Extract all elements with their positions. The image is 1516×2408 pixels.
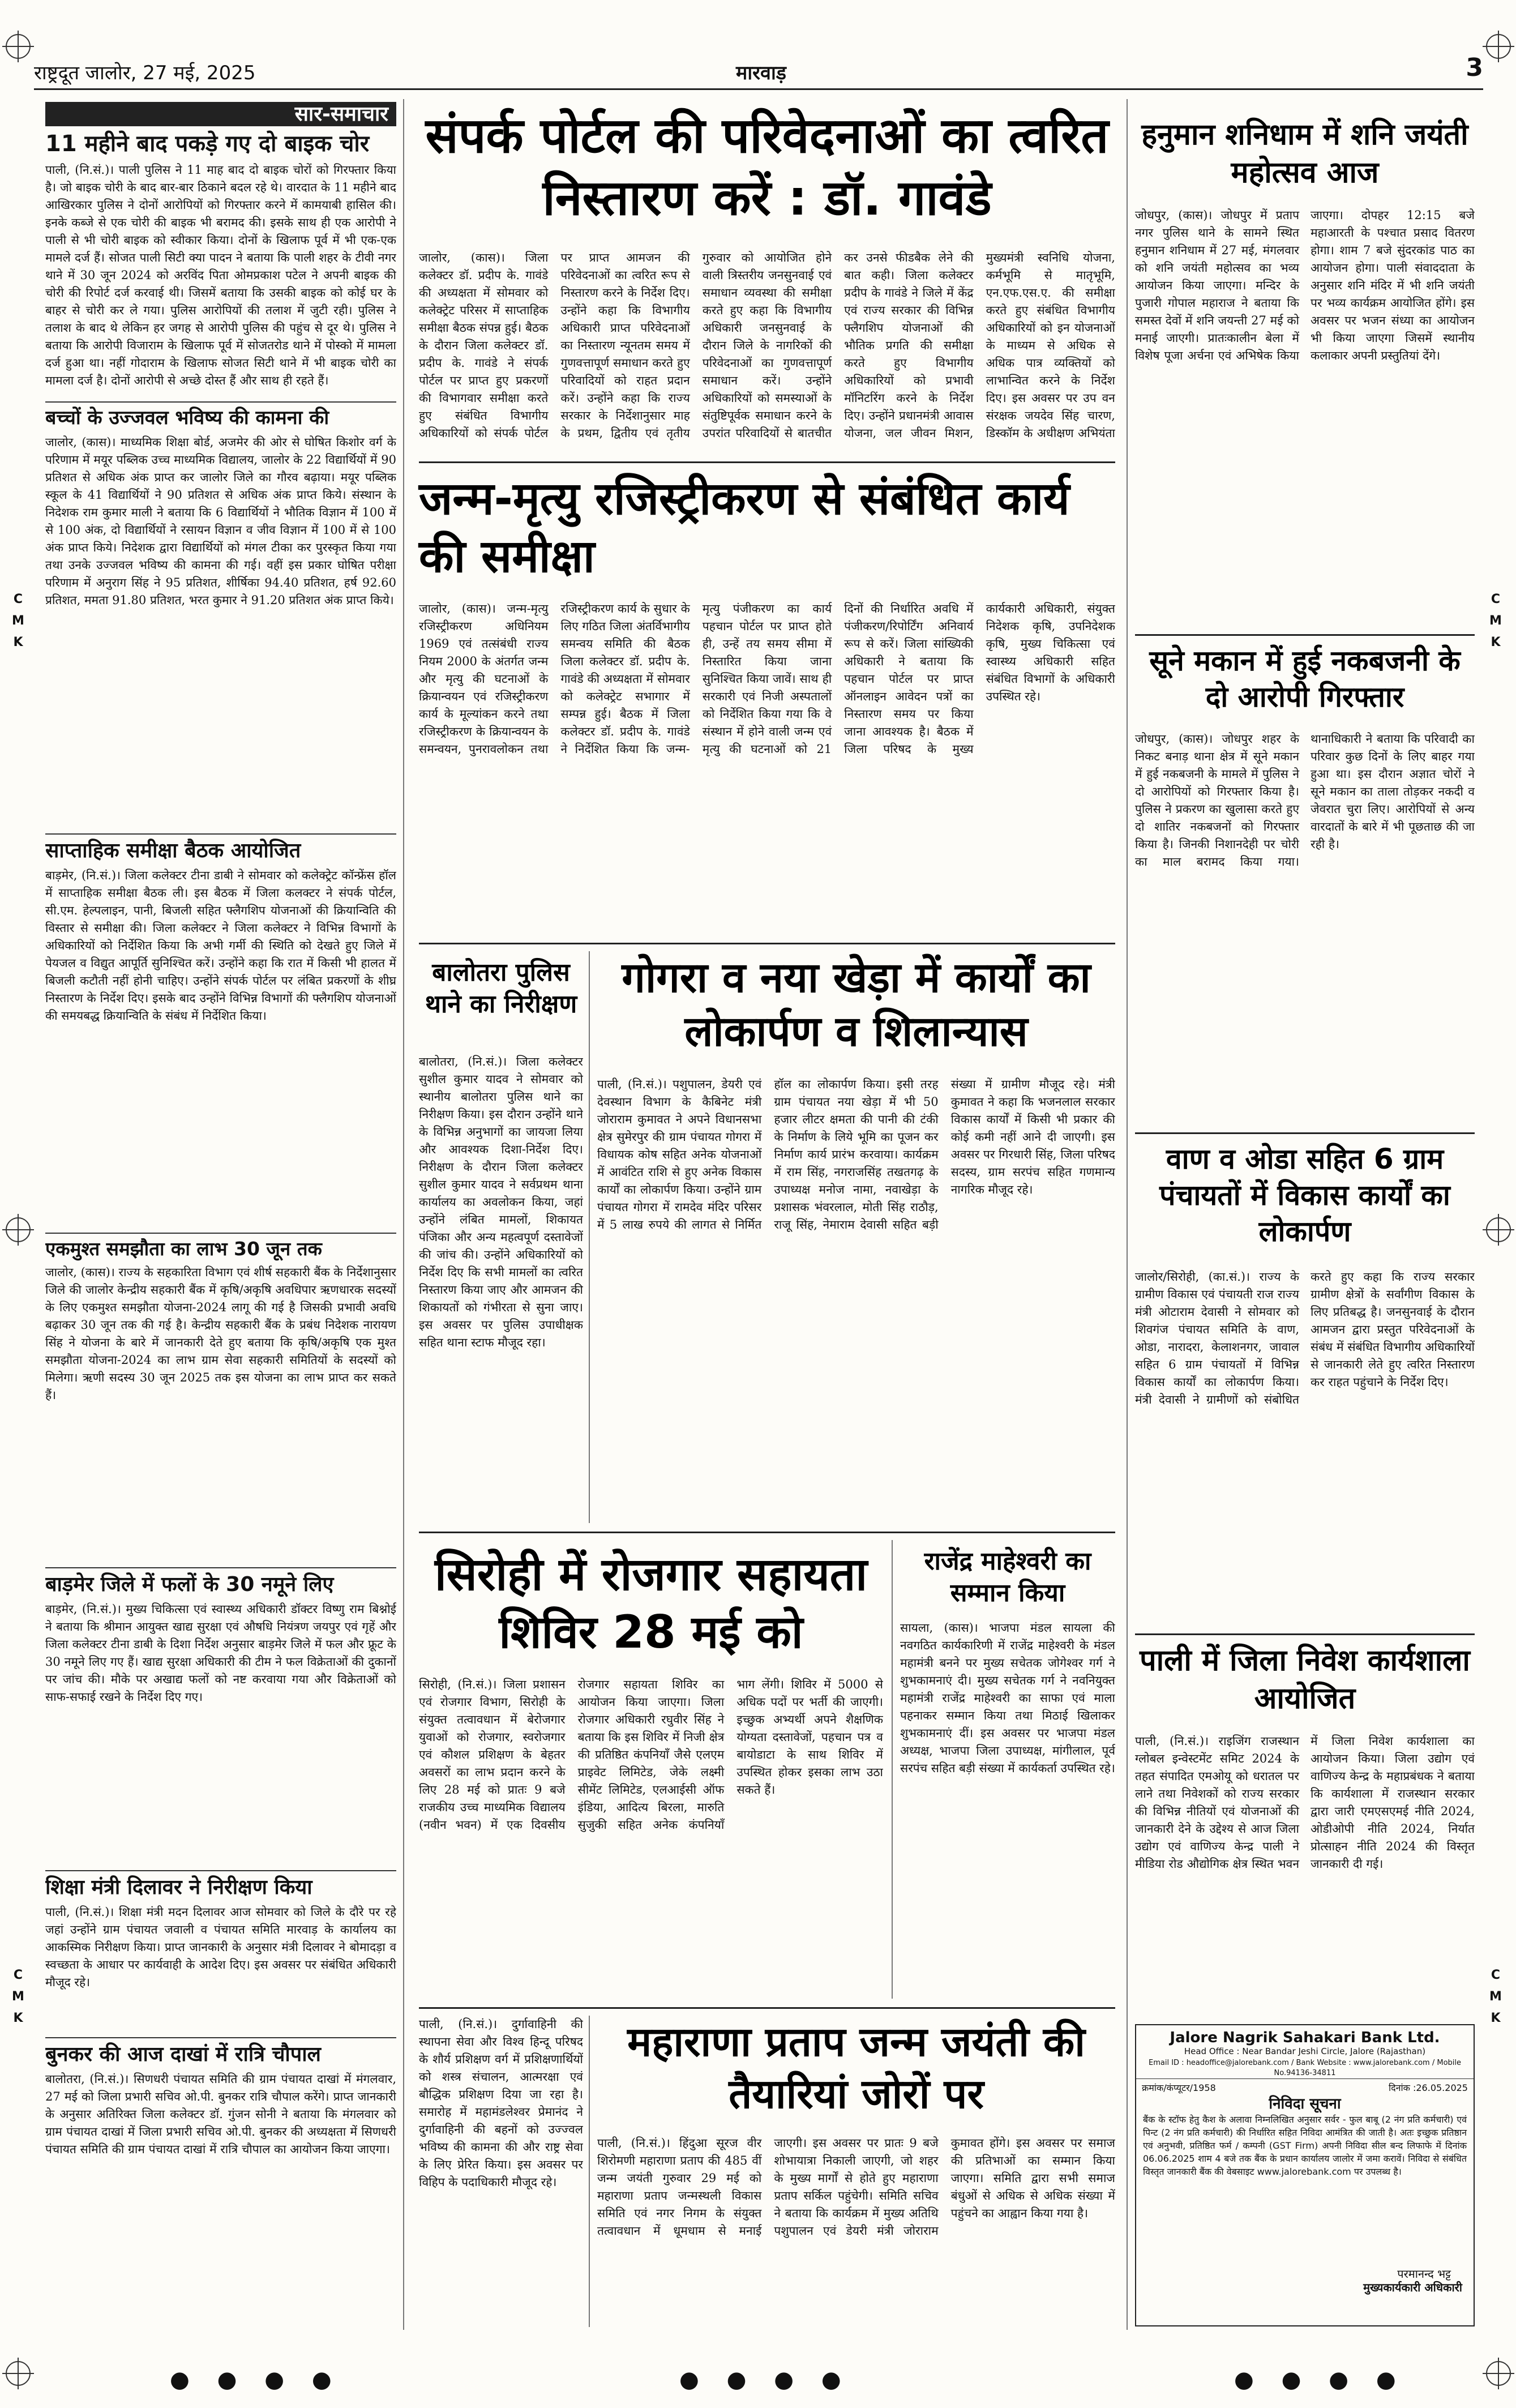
color-bar-cmk: C M K (1489, 592, 1502, 649)
article-body: पाली, (नि.सं.)। पशुपालन, डेयरी एवं देवस्थान विभाग के कैबिनेट मंत्री जोराराम कुमावत ने अपने विधानसभा क्षेत्र सुमेरपुर की ग्राम पंचायत गोगरा में विधायक कोष सहित अनेक योजनाओं में आवंटित राशि से हुए अनेक विकास कार्यों का लोकार्पण किया। उन्होंने ग्राम पंचायत गोगरा में रामदेव मंदिर परिसर में 5 लाख रुपये की लागत से निर्मित हॉल का लोकार्पण किया। इसी तरह ग्राम पंचायत नया खेड़ा में भी 50 हजार लीटर क्षमता की पानी की टंकी के निर्माण के लिये भूमि का पूजन कर निर्माण कार्य प्रारंभ करवाया। कार्यक्रम में राम सिंह, नगराजसिंह तखतगढ़ के उपाध्यक्ष मनोज नामा, नवाखेड़ा के प्रशासक भंवरलाल, मोती सिंह राठौड़, राजू सिंह, नेमाराम देवासी सहित बड़ी संख्या में ग्रामीण मौजूद रहे। मंत्री कुमावत ने कहा कि भजनलाल सरकार विकास कार्यों में किसी भी प्रकार की कोई कमी नहीं आने दी जाएगी। इस अवसर पर गिरधारी सिंह, जिला परिषद सदस्य, ग्राम सरपंच सहित गणमान्य नागरिक मौजूद रहे। (597, 1077, 1115, 1231)
article-body: सिरोही, (नि.सं.)। जिला प्रशासन एवं रोजगार विभाग, सिरोही के संयुक्त तत्वावधान में बेरोजगार युवाओं को रोजगार, स्वरोजगार एवं कौशल प्रशिक्षण के बेहतर अवसरों का लाभ प्रदान करने के लिए 28 मई को प्रातः 9 बजे राजकीय उच्च माध्यमिक विद्यालय (नवीन भवन) में एक दिवसीय रोजगार सहायता शिविर का आयोजन किया जाएगा। जिला रोजगार अधिकारी रघुवीर सिंह ने बताया कि इस शिविर में निजी क्षेत्र की प्रतिष्ठित कंपनियाँ जैसे एलएम प्राइवेट लिमिटेड, जेके लक्ष्मी सीमेंट लिमिटेड, एलआईसी ऑफ इंडिया, आदित्य बिरला, मारुति सुजुकी सहित अनेक कंपनियाँ भाग लेंगी। शिविर में 5000 से अधिक पदों पर भर्ती की जाएगी। इच्छुक अभ्यर्थी अपने शैक्षणिक योग्यता दस्तावेजों, पहचान पत्र व बायोडाटा के साथ शिविर में उपस्थित होकर इसका लाभ उठा सकते हैं। (419, 1678, 883, 1832)
tender-notice (1135, 2024, 1475, 2326)
registration-mark-icon (1486, 2361, 1511, 2386)
article-body: बाड़मेर, (नि.सं.)। जिला कलेक्टर टीना डाबी ने सोमवार को कलेक्ट्रेट कॉन्फ्रेंस हॉल में साप्ताहिक समीक्षा बैठक ली। इस बैठक में जिला कलक्टर ने संपर्क पोर्टल, सी.एम. हेल्पलाइन, पानी, बिजली सहित फ्लैगशिप योजनाओं की क्रियान्विति की विस्तार से समीक्षा की। जिला कलेक्टर ने जिला कलेक्टर ने विभिन्न विभागों के अधिकारियों को निर्देशित किया कि अभी गर्मी की स्थिति को देखते हुए जिले में पेयजल व विद्युत आपूर्ति सुनिश्चित करें। उन्होंने कहा कि रात में किसी भी हालत में बिजली कटौती नहीं होनी चाहिए। उन्होंने संपर्क पोर्टल पर लंबित प्रकरणों के शीघ्र निस्तारण के निर्देश दिए। इसके बाद उन्होंने विभिन्न विभागों की फ्लैगशिप योजनाओं की समयबद्ध क्रियान्विति के संबंध में निर्देशित किया। (45, 868, 396, 1023)
registration-mark-icon (1486, 1217, 1511, 1242)
article-body: जोधपुर, (कास)। जोधपुर में प्रताप नगर पुलिस थाने के सामने स्थित हनुमान शनिधाम में 27 मई, मंगलवार को शनि जयंती महोत्सव का भव्य आयोजन किया जाएगा। मन्दिर के पुजारी गोपाल महाराज ने बताया कि समस्त देवों में शनि जयन्ती 27 मई को मनाई जाएगी। प्रातःकालीन बेला में विशेष पूजा अर्चना एवं अभिषेक किया जाएगा। दोपहर 12:15 बजे महाआरती के पश्चात प्रसाद वितरण होगा। शाम 7 बजे सुंदरकांड पाठ का आयोजन होगा। पाली संवाददाता के अनुसार शनि मंदिर में भी शनि जयंती पर भव्य कार्यक्रम आयोजित होंगे। इस अवसर पर भजन संध्या का आयोजन भी किया जाएगा जिसमें स्थानीय कलाकार अपनी प्रस्तुतियां देंगे। (1135, 208, 1475, 362)
article-body: जालोर, (कास)। माध्यमिक शिक्षा बोर्ड, अजमेर की ओर से घोषित किशोर वर्ग के परिणाम में मयूर पब्लिक उच्च माध्यमिक विद्यालय, जालोर के 22 विद्यार्थियों में 90 प्रतिशत से अधिक अंक प्राप्त कर जालोर जिले का गौरव बढ़ाया। मयूर पब्लिक स्कूल के 41 विद्यार्थियों ने 90 प्रतिशत से अधिक अंक प्राप्त किये। संस्थान के निदेशक राम कुमार माली ने बताया कि 6 विद्यार्थियों ने भौतिक विज्ञान में 100 में से 100 अंक, दो विद्यार्थियों ने रसायन विज्ञान व जीव विज्ञान में 100 में से 100 अंक प्राप्त किये। निदेशक द्वारा विद्यार्थियों को मंगल टीका कर पुरस्कृत किया गया तथा उनके उज्जवल भविष्य की कामना की गई। वहीं इस प्रकार घोषित परीक्षा परिणाम में अनुराग सिंह ने 95 प्रतिशत, शीर्षिका 94.40 प्रतिशत, हर्ष 92.60 प्रतिशत, ममता 91.80 प्रतिशत, भरत कुमार ने 91.20 प्रतिशत अंक प्राप्त किये। (45, 435, 396, 607)
paper-date: राष्ट्रदूत जालोर, 27 मई, 2025 (34, 62, 256, 84)
headline: सिरोही में रोजगार सहायता शिविर 28 मई को (434, 1548, 868, 1659)
headline: 11 महीने बाद पकड़े गए दो बाइक चोर (45, 131, 370, 157)
headline: एकमुश्त समझौता का लाभ 30 जून तक (45, 1233, 396, 1260)
headline: बच्चों के उज्जवल भविष्य की कामना की (45, 401, 396, 430)
color-dots-icon: ● ● ● ● (1234, 2367, 1406, 2393)
bank-name: Jalore Nagrik Sahakari Bank Ltd. (1170, 2029, 1440, 2046)
article-body: पाली, (नि.सं.)। शिक्षा मंत्री मदन दिलावर आज सोमवार को जिले के दौरे पर रहे जहां उन्होंने ग्राम पंचायत जवाली व पंचायत समिति मारवाड़ के कार्यालय का आकस्मिक निरीक्षण किया। प्राप्त जानकारी के अनुसार मंत्री दिलावर ने बोमादड़ा व स्वच्छता के आधार पर कार्यवाही के आदेश दिए। इस अवसर पर संबंधित अधिकारी मौजूद रहे। (45, 1905, 396, 1989)
color-bar-cmk: C M K (12, 1968, 24, 2025)
registration-mark-icon (1486, 34, 1511, 59)
headline: वाण व ओडा सहित 6 ग्राम पंचायतों में विकास कार्यों का लोकार्पण (1159, 1143, 1450, 1248)
main-headline: संपर्क पोर्टल की परिवेदनाओं का त्वरित निस्तारण करें : डॉ. गावंडे (425, 108, 1109, 227)
registration-mark-icon (6, 1217, 31, 1242)
registration-mark-icon (6, 2361, 31, 2386)
article-body: जोधपुर, (कास)। जोधपुर शहर के निकट बनाड़ थाना क्षेत्र में सूने मकान में हुई नकबजनी के मामले में पुलिस ने दो आरोपियों को गिरफ्तार किया है। पुलिस ने प्रकरण का खुलासा करते हुए दो शातिर नकबजनों को गिरफ्तार किया है। जिनकी निशानदेही पर चोरी का माल बरामद किया गया। थानाधिकारी ने बताया कि परिवादी का परिवार कुछ दिनों के लिए बाहर गया हुआ था। इस दौरान अज्ञात चोरों ने सूने मकान का ताला तोड़कर नकदी व जेवरात चुरा लिए। आरोपियों से अन्य वारदातों के बारे में भी पूछताछ की जा रही है। (1135, 732, 1475, 869)
color-bar-cmk: C M K (1489, 1968, 1502, 2025)
signatory-title: मुख्यकार्यकारी अधिकारी (1363, 2281, 1462, 2294)
headline: बुनकर की आज दाखां में रात्रि चौपाल (45, 2037, 396, 2067)
headline: महाराणा प्रताप जन्म जयंती की तैयारियां जोरों पर (627, 2018, 1085, 2118)
signatory-name: परमानन्द भट्ट (1397, 2267, 1451, 2281)
notice-body: बैंक के स्टॉफ हेतु कैश के अलावा निम्नलिखित अनुसार सर्वर - फुल बाबू (2 नंग प्रति कर्मचारी) एवं पिन्ट (2 नंग प्रति कर्मचारी) की निर्धारित सहित निविदा आमंत्रित की जाती है। अतः इच्छुक प्रतिष्ठान एवं अनुभवी, प्रतिष्ठित फर्म / कम्पनी (GST Firm) अपनी निविदा सील बन्द लिफाफे में दिनांक 06.06.2025 शाम 4 बजे तक बैंक के प्रधान कार्यालय जालोर में जमा करावें। निविदा से संबंधित विस्तृत जानकारी बैंक की वेबसाइट www.jalorebank.com पर उपलब्ध है। (1143, 2114, 1467, 2177)
bank-contact: Email ID : headoffice@jalorebank.com / Bank Website : www.jalorebank.com / Mobile No.94136-34811 (1149, 2059, 1461, 2077)
article-body: बालोतरा, (नि.सं.)। सिणधरी पंचायत समिति की ग्राम पंचायत दाखां में मंगलवार, 27 मई को जिला प्रभारी सचिव ओ.पी. बुनकर रात्रि चौपाल करेंगे। प्राप्त जानकारी के अनुसार अतिरिक्त जिला कलेक्टर डॉ. गुंजन सोनी ने बताया कि मंगलवार को ग्राम पंचायत दाखां में जिला प्रभारी सचिव ओ.पी. बुनकर की अध्यक्षता में सिणधरी पंचायत समिति की ग्राम पंचायत दाखां में रात्रि चौपाल का आयोजन किया जाएगा। (45, 2072, 396, 2156)
article-body: जालोर/सिरोही, (का.सं.)। राज्य के ग्रामीण विकास एवं पंचायती राज राज्य मंत्री ओटाराम देवासी ने सोमवार को शिवगंज पंचायत समिति के वाण, ओडा, नारादरा, केलाशनगर, जावाल सहित 6 ग्राम पंचायतों में विभिन्न विकास कार्यों का लोकार्पण किया। मंत्री देवासी ने ग्रामीणों को संबोधित करते हुए कहा कि राज्य सरकार ग्रामीण क्षेत्रों के सर्वांगीण विकास के लिए प्रतिबद्ध है। जनसुनवाई के दौरान आमजन द्वारा प्रस्तुत परिवेदनाओं के संबंध में संबंधित विभागीय अधिकारियों से जानकारी लेते हुए त्वरित निस्तारण कर राहत पहुंचाने के निर्देश दिए। (1135, 1270, 1475, 1406)
headline: बाड़मेर जिले में फलों के 30 नमूने लिए (45, 1567, 396, 1597)
article-body: बाड़मेर, (नि.सं.)। मुख्य चिकित्सा एवं स्वास्थ्य अधिकारी डॉक्टर विष्णु राम बिश्नोई ने बताया कि श्रीमान आयुक्त खाद्य सुरक्षा एवं औषधि नियंत्रण जयपुर एवं गृहें और जिला कलेक्टर टीना डाबी के दिशा निर्देश अनुसार बाड़मेर जिले में फल और फ्रूट के 30 नमूने लिए गए हैं। खाद्य सुरक्षा अधिकारी की टीम ने फल विक्रेताओं की दुकानों पर जांच की। मौके पर अखाद्य फलों को नष्ट करवाया गया और विक्रेताओं को साफ-सफाई रखने के निर्देश दिए गए। (45, 1602, 396, 1704)
headline: शिक्षा मंत्री दिलावर ने निरीक्षण किया (45, 1870, 396, 1900)
headline: गोगरा व नया खेड़ा में कार्यों का लोकार्पण व शिलान्यास (622, 953, 1091, 1056)
left-column (45, 102, 396, 2327)
section-banner: सार-समाचार (45, 102, 396, 126)
color-bar-cmk: C M K (12, 592, 24, 649)
headline: सूने मकान में हुई नकबजनी के दो आरोपी गिरफ्तार (1149, 644, 1461, 713)
headline: राजेंद्र माहेश्वरी का सम्मान किया (924, 1547, 1091, 1608)
headline: साप्ताहिक समीक्षा बैठक आयोजित (45, 833, 396, 863)
article-body: पाली, (नि.सं.)। दुर्गावाहिनी की स्थापना सेवा और विश्व हिन्दू परिषद के शौर्य प्रशिक्षण वर्ग में प्रशिक्षणार्थियों को शस्त्र संचालन, आत्मरक्षा एवं बौद्धिक प्रशिक्षण दिया जा रहा है। समारोह में महामंडलेश्वर प्रेमानंद ने दुर्गावाहिनी की बहनों को उज्ज्वल भविष्य की कामना की और राष्ट्र सेवा के लिए प्रेरित किया। इस अवसर पर विहिप के पदाधिकारी मौजूद रहे। (419, 2017, 583, 2189)
article-body: जालोर, (कास)। राज्य के सहकारिता विभाग एवं शीर्ष सहकारी बैंक के निर्देशानुसार जिले की जालोर केन्द्रीय सहकारी बैंक में कृषि/अकृषि अवधिपार ऋणधारक सदस्यों के लिए एकमुश्त समझौता योजना-2024 लागू की गई है जिसकी प्रभावी अवधि बढ़ाकर 30 जून तक की गई है। केन्द्रीय सहकारी बैंक के प्रबंध निदेशक नारायण सिंह ने योजना के बारे में जानकारी देते हुए बताया कि कृषि/अकृषि एक मुश्त समझौता योजना-2024 का लाभ ग्राम सेवा सहकारी समितियों के सदस्यों को मिलेगा। ऋणी सदस्य 30 जून 2025 तक इस योजना का लाभ प्राप्त कर सकते हैं। (45, 1265, 396, 1402)
article-body: पाली, (नि.सं.)। हिंदुआ सूरज वीर शिरोमणी महाराणा प्रताप की 485 वीं जन्म जयंती गुरुवार 29 मई को महाराणा प्रताप जन्मस्थली विकास समिति एवं नगर निगम के संयुक्त तत्वावधान में धूमधाम से मनाई जाएगी। इस अवसर पर प्रातः 9 बजे शोभायात्रा निकाली जाएगी, जो शहर के मुख्य मार्गों से होते हुए महाराणा प्रताप सर्किल पहुंचेगी। समिति सचिव ने बताया कि कार्यक्रम में मुख्य अतिथि पशुपालन एवं डेयरी मंत्री जोराराम कुमावत होंगे। इस अवसर पर समाज की प्रतिभाओं का सम्मान किया जाएगा। समिति द्वारा सभी समाज बंधुओं से अधिक से अधिक संख्या में पहुंचने का आह्वान किया गया है। (597, 2136, 1115, 2238)
registration-mark-icon (6, 34, 31, 59)
article-body: जालोर, (कास)। जन्म-मृत्यु रजिस्ट्रीकरण अधिनियम 1969 एवं तत्संबंधी राज्य नियम 2000 के अंतर्गत जन्म और मृत्यु की घटनाओं के क्रियान्वयन एवं रजिस्ट्रीकरण कार्य के मूल्यांकन करने तथा रजिस्ट्रीकरण के क्रियान्वयन के समन्वयन, पुनरावलोकन तथा रजिस्ट्रीकरण कार्य के सुधार के लिए गठित जिला अंतर्विभागीय समन्वय समिति की बैठक जिला कलेक्टर डॉ. प्रदीप के. गावंडे की अध्यक्षता में सोमवार को कलेक्ट्रेट सभागार में सम्पन्न हुई। बैठक में जिला कलेक्टर डॉ. प्रदीप के. गावंडे ने निर्देशित किया कि जन्म-मृत्यु पंजीकरण का कार्य पहचान पोर्टल पर प्राप्त होते ही, उन्हें तय समय सीमा में निस्तारित किया जाना सुनिश्चित किया जावें। साथ ही सरकारी एवं निजी अस्पतालों को निर्देशित किया गया कि वे संस्थान में होने वाली जन्म एवं मृत्यु की घटनाओं को 21 दिनों की निर्धारित अवधि में पंजीकरण/रिपोर्टिंग अनिवार्य रूप से करें। जिला सांख्यिकी अधिकारी ने बताया कि पहचान पोर्टल पर प्राप्त ऑनलाइन आवेदन पत्रों का निस्तारण समय पर किया जाना आवश्यक है। बैठक में जिला परिषद के मुख्य कार्यकारी अधिकारी, संयुक्त निदेशक कृषि, उपनिदेशक कृषि, मुख्य चिकित्सा एवं स्वास्थ्य अधिकारी सहित संबंधित विभागों के अधिकारी उपस्थित रहे। (419, 602, 1115, 756)
notice-title: निविदा सूचना (1269, 2095, 1341, 2112)
notice-date: दिनांक :26.05.2025 (1388, 2082, 1468, 2093)
headline: जन्म-मृत्यु रजिस्ट्रीकरण से संबंधित कार्य की समीक्षा (419, 472, 1070, 583)
page-number: 3 (1466, 53, 1483, 82)
bank-address: Head Office : Near Bandar Jeshi Circle, Jalore (Rajasthan) (1184, 2046, 1426, 2056)
color-dots-icon: ● ● ● ● (679, 2367, 851, 2393)
main-story-body: जालोर, (कास)। जिला कलेक्टर डॉ. प्रदीप के. गावंडे की अध्यक्षता में सोमवार को कलेक्ट्रेट परिसर में साप्ताहिक समीक्षा बैठक संपन्न हुई। बैठक के दौरान जिला कलेक्टर डॉ. प्रदीप के. गावंडे ने संपर्क पोर्टल पर प्राप्त हुए प्रकरणों की विभागवार समीक्षा करते हुए संबंधित विभागीय अधिकारियों को संपर्क पोर्टल पर प्राप्त आमजन की परिवेदनाओं का त्वरित रूप से निस्तारण करने के निर्देश दिए। उन्होंने कहा कि विभागीय अधिकारी प्राप्त परिवेदनाओं का निस्तारण न्यूनतम समय में गुणवत्तापूर्ण समाधान करते हुए परिवादियों को राहत प्रदान करें। उन्होंने कहा कि राज्य सरकार के निर्देशानुसार माह के प्रथम, द्वितीय एवं तृतीय गुरुवार को आयोजित होने वाली त्रिस्तरीय जनसुनवाई एवं समाधान व्यवस्था की समीक्षा करते हुए कहा कि विभागीय अधिकारी जनसुनवाई के दौरान जिले के नागरिकों की परिवेदनाओं का गुणवत्तापूर्ण समाधान करें। उन्होंने अधिकारियों को समस्याओं के संतुष्टिपूर्वक समाधान करने के उपरांत परिवादियों से बातचीत कर उनसे फीडबैक लेने की बात कही। जिला कलेक्टर प्रदीप के गावंडे ने जिले में केंद्र एवं राज्य सरकार की विभिन्न फ्लैगशिप योजनाओं की भौतिक प्रगति की समीक्षा करते हुए विभागीय अधिकारियों को प्रभावी मॉनिटरिंग करने के निर्देश दिए। उन्होंने प्रधानमंत्री आवास योजना, जल जीवन मिशन, मुख्यमंत्री स्वनिधि योजना, कर्मभूमि से मातृभूमि, एन.एफ.एस.ए. की समीक्षा करते हुए संबंधित विभागीय अधिकारियों को इन योजनाओं के माध्यम से अधिक से अधिक पात्र व्यक्तियों को लाभान्वित करने के निर्देश दिए। इस अवसर पर उप वन संरक्षक जयदेव सिंह चारण, डिस्कॉम के अधीक्षण अभियंता (419, 251, 1115, 440)
article-body: बालोतरा, (नि.सं.)। जिला कलेक्टर सुशील कुमार यादव ने सोमवार को स्थानीय बालोतरा पुलिस थाने का निरीक्षण किया। इस दौरान उन्होंने थाने के विभिन्न अनुभागों का जायजा लिया और आवश्यक दिशा-निर्देश दिए। निरीक्षण के दौरान जिला कलेक्टर सुशील कुमार यादव ने सर्वप्रथम थाना कार्यालय का अवलोकन किया, जहां उन्होंने लंबित मामलों, शिकायत पंजिका और अन्य महत्वपूर्ण दस्तावेजों की जांच की। उन्होंने अधिकारियों को निर्देश दिए कि सभी मामलों का त्वरित निस्तारण किया जाए और आमजन की शिकायतों को गंभीरता से सुना जाए। इस अवसर पर पुलिस उपाधीक्षक सहित थाना स्टाफ मौजूद रहा। (419, 1055, 583, 1349)
color-dots-icon: ● ● ● ● (170, 2367, 342, 2393)
headline: पाली में जिला निवेश कार्यशाला आयोजित (1140, 1644, 1470, 1716)
article-body: पाली, (नि.सं.)। पाली पुलिस ने 11 माह बाद दो बाइक चोरों को गिरफ्तार किया है। जो बाइक चोरी के बाद बार-बार ठिकाने बदल रहे थे। वारदात के 11 महीने बाद आखिरकार पुलिस ने दोनों आरोपियों को गिरफ्तार करने में कामयाबी हासिल की। इनके कब्जे से एक चोरी की बाइक भी बरामद की। इसके साथ ही एक आरोपी ने पाली से भी चोरी बाइक को स्वीकार किया। दोनों के खिलाफ पूर्व में भी एक-एक मामले दर्ज हैं। सोजत पाली सिटी क्या पादन ने बताया कि पाली शहर के टीवी नगर थाने में 30 जून 2024 को अरविंद पिता ओमप्रकाश पटेल ने अपनी बाइक की चोरी की रिपोर्ट दर्ज करवाई थी। जिसमें बताया कि उसकी बाइक को कोई घर के बाहर से चोरी कर ले गया। पुलिस आरोपियों की तलाश में जुटी रही। पुलिस ने तलाश के बाद थे लेकिन हर जगह से आरोपी पुलिस की पहुंच से दूर थे। पुलिस ने बताया कि आरोपी विजाराम के खिलाफ पूर्व में सोजतरोड थाने में पोस्को में मामला दर्ज हुआ था। नहीं गोदाराम के खिलाफ सोजत सिटी थाने में भी बाइक चोरी का मामला दर्ज है। दोनों आरोपी से अच्छे दोस्त हैं और साथ ही रहते हैं। (45, 163, 396, 387)
notice-ref: क्रमांक/कंप्यूटर/1958 (1142, 2082, 1216, 2093)
headline: बालोतरा पुलिस थाने का निरीक्षण (425, 958, 577, 1019)
headline: हनुमान शनिधाम में शनि जयंती महोत्सव आज (1141, 118, 1468, 190)
masthead (34, 52, 1483, 90)
article-body: पाली, (नि.सं.)। राइजिंग राजस्थान ग्लोबल इन्वेस्टमेंट समिट 2024 के तहत संपादित एमओयू को धरातल पर लाने तथा निवेशकों को राज्य सरकार की विभिन्न नीतियों एवं योजनाओं की जानकारी देने के उद्देश्य से आज जिला उद्योग एवं वाणिज्य केन्द्र पाली ने मीडिया रोड औद्योगिक क्षेत्र स्थित भवन में जिला निवेश कार्यशाला का आयोजन किया। जिला उद्योग एवं वाणिज्य केन्द्र के महाप्रबंधक ने बताया कि कार्यशाला में राजस्थान सरकार द्वारा जारी एमएसएमई नीति 2024, ओडीओपी नीति 2024, निर्यात प्रोत्साहन नीति 2024 की विस्तृत जानकारी दी गई। (1135, 1734, 1475, 1871)
section-name: मारवाड़ (736, 62, 786, 84)
article-body: सायला, (कास)। भाजपा मंडल सायला की नवगठित कार्यकारिणी में राजेंद्र माहेश्वरी के मंडल महामंत्री बनने पर मुख्य सचेतक जोगेश्वर गर्ग ने शुभकामनाएं दी। मुख्य सचेतक गर्ग ने नवनियुक्त महामंत्री राजेंद्र माहेश्वरी का साफा एवं माला पहनाकर सम्मान किया तथा मिठाई खिलाकर शुभकामनाएं दीं। इस अवसर पर भाजपा मंडल अध्यक्ष, भाजपा जिला उपाध्यक्ष, मांगीलाल, पूर्व सरपंच सहित बड़ी संख्या में कार्यकर्ता उपस्थित रहे। (900, 1621, 1115, 1775)
